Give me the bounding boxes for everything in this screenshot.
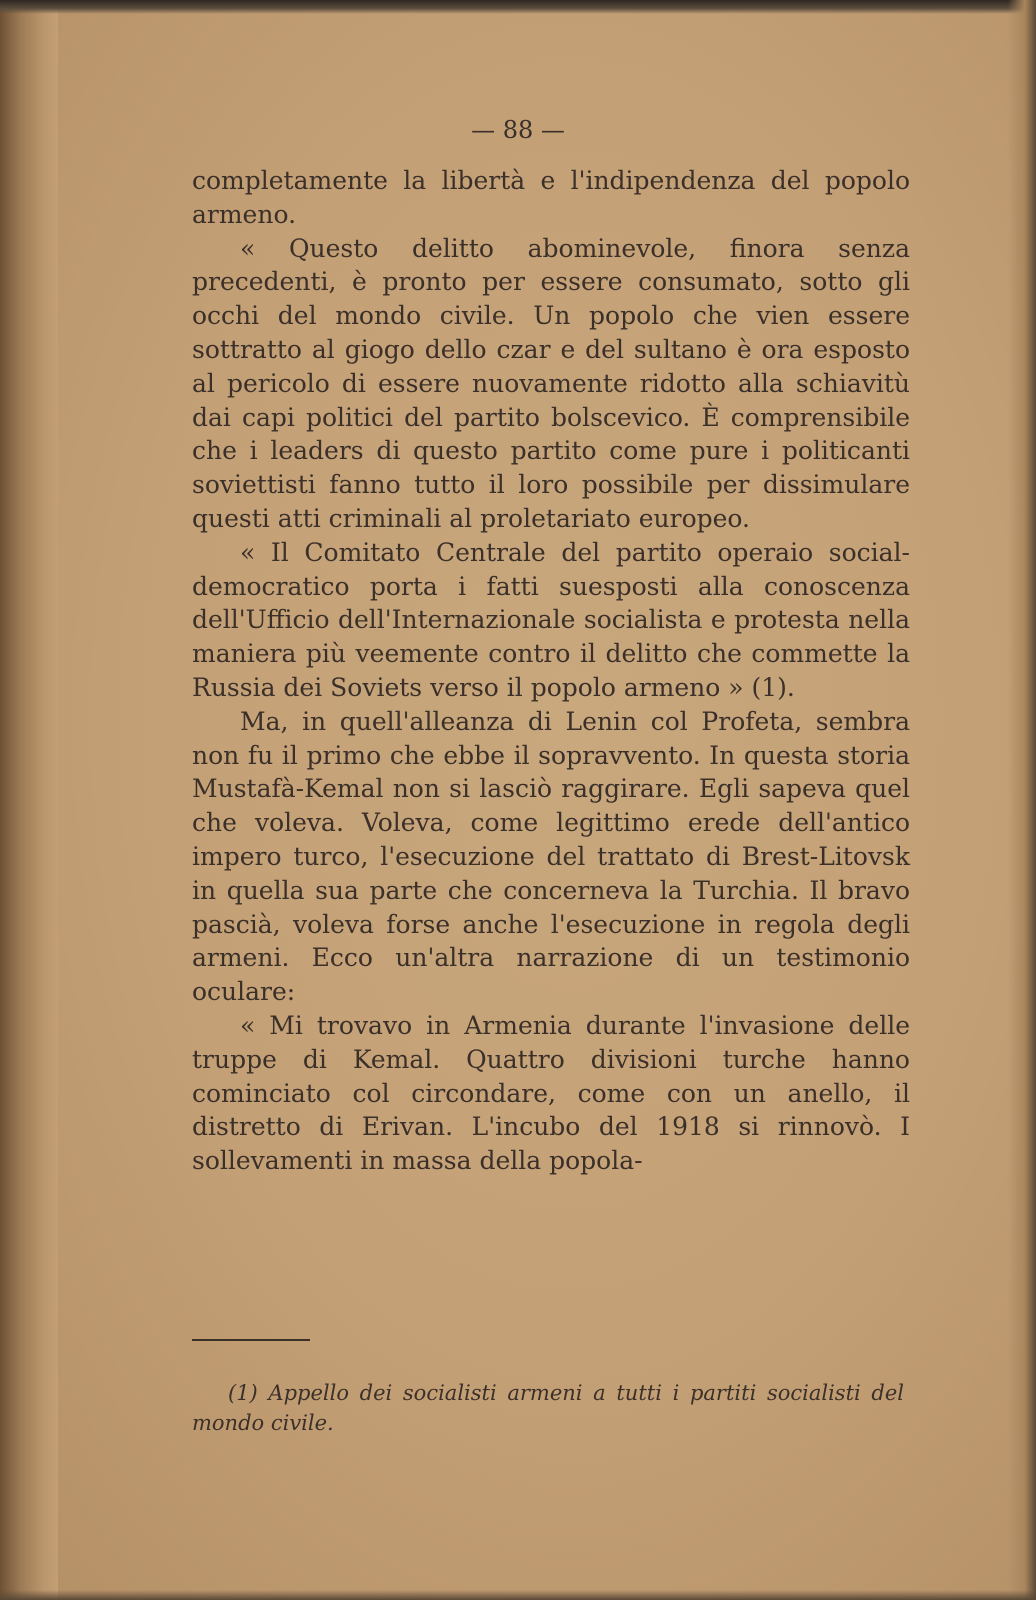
- footnote-separator: [192, 1339, 310, 1341]
- paragraph-quote-1: « Questo delitto abominevole, finora senza precedenti, è pronto per essere consumato, sotto gli occhi del mondo civile. Un popolo che vien essere sottratto al giogo dello czar e del sultano è ora esposto al pericolo di essere nuovamente ridotto alla schiavitù dai capi politici del partito bolscevico. È comprensibile che i leaders di questo partito come pure i politicanti soviettisti fanno tutto il loro possibile per dissimulare questi atti criminali al proletariato europeo.: [192, 233, 910, 533]
- page-top-edge: [0, 0, 1036, 14]
- page-right-edge: [1008, 0, 1036, 1600]
- paragraph-quote-2: « Il Comitato Centrale del partito operaio social-democratico porta i fatti suesposti alla conoscenza dell'Ufficio dell'Internazionale socialista e protesta nella maniera più veemente contro il delitto che commette la Russia dei Soviets verso il popolo armeno » (1).: [192, 537, 910, 702]
- paragraph-continuation: completamente la libertà e l'indipendenza del popolo armeno.: [192, 166, 910, 229]
- page-bottom-edge: [0, 1590, 1036, 1600]
- page-number: — 88 —: [471, 116, 565, 144]
- page-spine-shadow: [0, 0, 58, 1600]
- page-body: [192, 164, 910, 1178]
- footnote: (1) Appello dei socialisti armeni a tutti i partiti socialisti del mondo civile.: [192, 1381, 904, 1435]
- paragraph-narrative: Ma, in quell'alleanza di Lenin col Profeta, sembra non fu il primo che ebbe il sopravvento. In questa storia Mustafà-Kemal non si lasciò raggirare. Egli sapeva quel che voleva. Voleva, come legittimo erede dell'antico impero turco, l'esecuzione del trattato di Brest-Litovsk in quella sua parte che concerneva la Turchia. Il bravo pascià, voleva forse anche l'esecuzione in regola degli armeni. Ecco un'altra narrazione di un testimonio oculare:: [192, 706, 910, 1007]
- paragraph-quote-3: « Mi trovavo in Armenia durante l'invasione delle truppe di Kemal. Quattro divisioni turche hanno cominciato col circondare, come con un anello, il distretto di Erivan. L'incubo del 1918 si rinnovò. I sollevamenti in massa della popola-: [192, 1010, 910, 1176]
